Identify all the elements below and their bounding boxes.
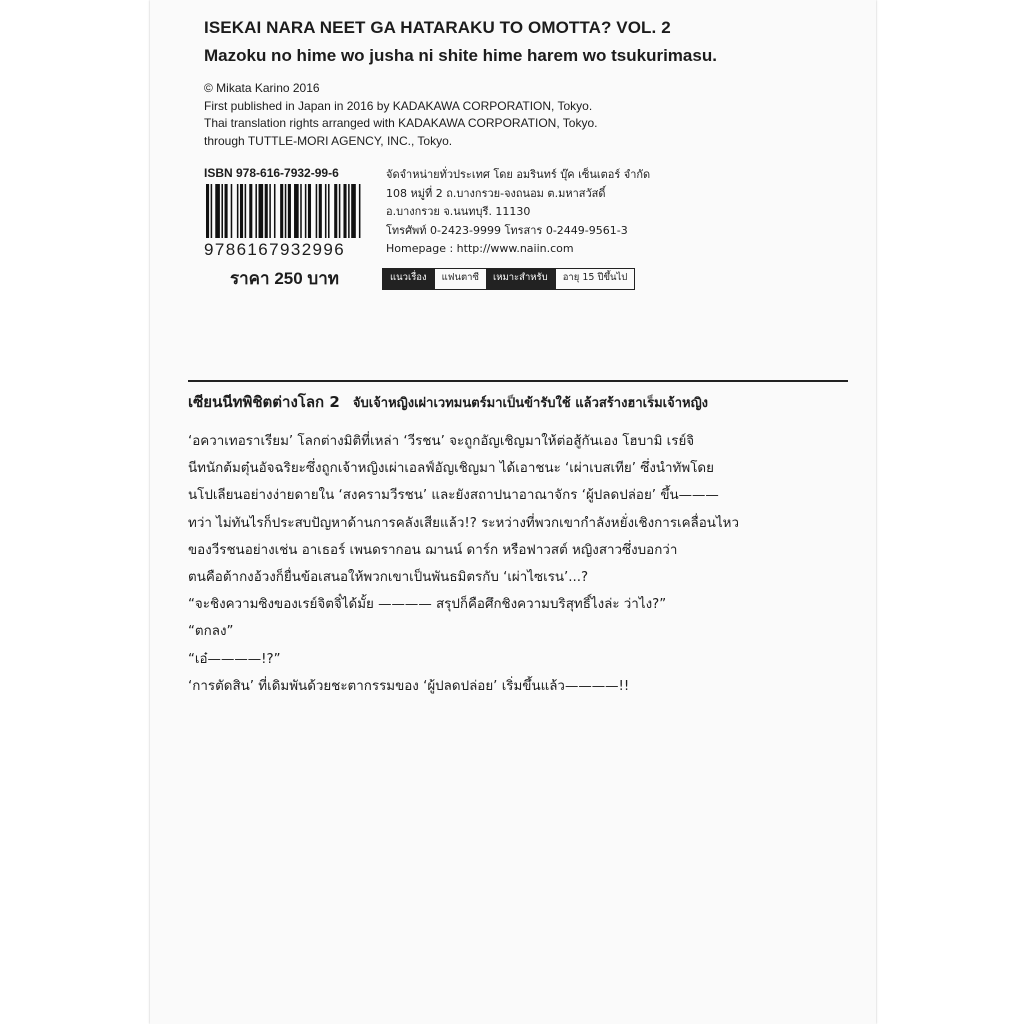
synopsis-line: “ตกลง” bbox=[188, 624, 234, 640]
synopsis-line: ทว่า ไม่ทันไรก็ประสบปัญหาด้านการคลังเสียแล้ว!? ระหว่างที่พวกเขากำลังหยั่งเชิงการเคลื่อนไหว bbox=[188, 515, 740, 531]
thai-subtitle: จับเจ้าหญิงเผ่าเวทมนตร์มาเป็นข้ารับใช้ แล้วสร้างฮาเร็มเจ้าหญิง bbox=[352, 396, 709, 411]
copyright-line: First published in Japan in 2016 by KADAKAWA CORPORATION, Tokyo. bbox=[204, 98, 593, 113]
synopsis-line: ‘อควาเทอราเรียม’ โลกต่างมิติที่เหล่า ‘วีรชน’ จะถูกอัญเชิญมาให้ต่อสู้กันเอง โฮบามิ เรย์จิ bbox=[188, 434, 695, 449]
age-value: อายุ 15 ปีขึ้นไป bbox=[555, 269, 635, 289]
synopsis-line: ตนคือต้ากงอ้วงก็ยื่นข้อเสนอให้พวกเขาเป็นพันธมิตรกับ ‘เผ่าไซเรน’...? bbox=[188, 570, 589, 586]
synopsis-line: “จะชิงความซิงของเรย์จิตจิ๋ได้มั้ย ———— สรุปก็คือศึกชิงความบริสุทธิ์ไงล่ะ ว่าไง?” bbox=[188, 597, 667, 613]
synopsis-line: นโปเลียนอย่างง่ายดายใน ‘สงครามวีรชน’ และยังสถาปนาอาณาจักร ‘ผู้ปลดปล่อย’ ขึ้น——— bbox=[188, 488, 719, 504]
publisher-homepage: Homepage : http://www.naiin.com bbox=[386, 242, 574, 255]
genre-age-tags bbox=[382, 268, 635, 290]
thai-title-bar bbox=[188, 380, 848, 414]
title-romaji-line2: Mazoku no hime wo jusha ni shite hime harem wo tsukurimasu. bbox=[204, 46, 717, 65]
title-romaji-line1: ISEKAI NARA NEET GA HATARAKU TO OMOTTA? VOL. 2 bbox=[204, 18, 671, 37]
genre-value: แฟนตาซี bbox=[434, 269, 486, 289]
publisher-line: จัดจำหน่ายทั่วประเทศ โดย อมรินทร์ บุ๊ค เซ็นเตอร์ จำกัด bbox=[386, 168, 651, 181]
synopsis bbox=[188, 428, 739, 700]
book-back-cover bbox=[150, 0, 876, 1024]
genre-label: แนวเรื่อง bbox=[383, 269, 434, 289]
synopsis-line: “เอ๋————!?” bbox=[188, 651, 281, 667]
synopsis-line: ‘การตัดสิน’ ที่เดิมพันด้วยชะตากรรมของ ‘ผู้ปลดปล่อย’ เริ่มขึ้นแล้ว————!! bbox=[188, 678, 630, 694]
synopsis-line: นีทนักต้มตุ๋นอัจฉริยะซึ่งถูกเจ้าหญิงเผ่าเอลฟ์อัญเชิญมา ได้เอาชนะ ‘เผ่าเบสเทีย’ ซึ่งนำทัพโดย bbox=[188, 461, 714, 477]
publisher-line: โทรศัพท์ 0-2423-9999 โทรสาร 0-2449-9561-3 bbox=[386, 223, 628, 237]
publisher-info bbox=[386, 166, 650, 259]
thai-title: เซียนนีทพิชิตต่างโลก 2 bbox=[188, 393, 340, 411]
copyright-line: through TUTTLE-MORI AGENCY, INC., Tokyo. bbox=[204, 133, 453, 148]
age-label: เหมาะสำหรับ bbox=[486, 269, 555, 289]
isbn-label: ISBN 978-616-7932-99-6 bbox=[204, 166, 339, 180]
price-label: ราคา 250 บาท bbox=[230, 269, 339, 288]
publisher-line: อ.บางกรวย จ.นนทบุรี. 11130 bbox=[386, 205, 531, 218]
barcode bbox=[204, 184, 364, 238]
synopsis-line: ของวีรชนอย่างเช่น อาเธอร์ เพนดรากอน ฌานน์ ดาร์ก หรือฟาวสต์ หญิงสาวซึ่งบอกว่า bbox=[188, 542, 678, 558]
copyright-line: Thai translation rights arranged with KADAKAWA CORPORATION, Tokyo. bbox=[204, 116, 598, 130]
publisher-line: 108 หมู่ที่ 2 ถ.บางกรวย-จงถนอม ต.มหาสวัสดิ์ bbox=[386, 186, 606, 200]
barcode-digits: 9786167932996 bbox=[204, 240, 346, 259]
copyright-credits bbox=[204, 80, 597, 150]
copyright-line: © Mikata Karino 2016 bbox=[204, 81, 320, 95]
